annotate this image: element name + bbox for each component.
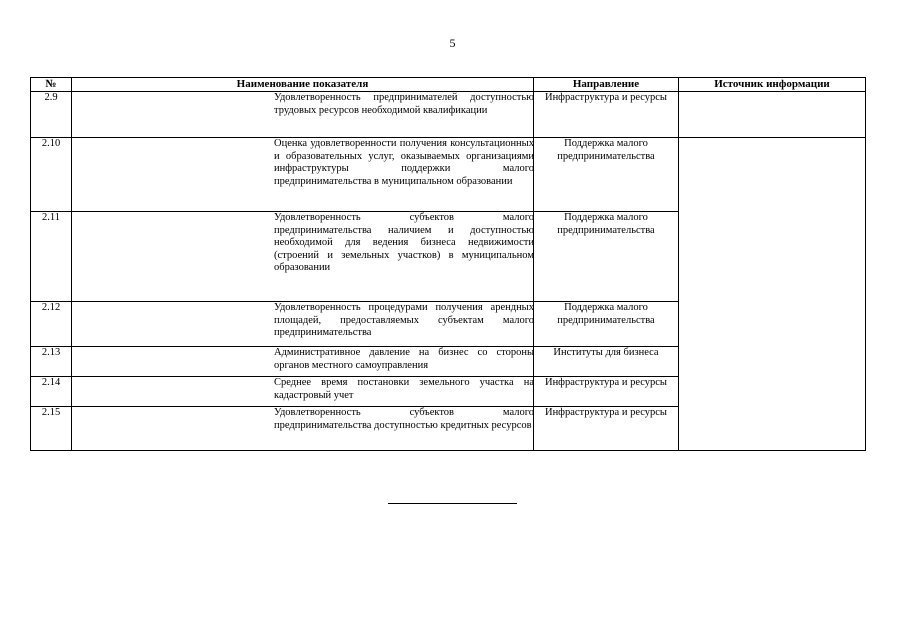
header-num: №	[31, 78, 72, 92]
row-num: 2.10	[31, 138, 72, 212]
row-name: Административное давление на бизнес со стороны органов местного самоуправления	[274, 347, 534, 371]
row-num: 2.14	[31, 377, 72, 407]
row-num: 2.13	[31, 347, 72, 377]
row-name-cell	[72, 302, 534, 347]
row-direction: Поддержка малого предпринимательства	[534, 138, 679, 212]
row-name-cell	[72, 212, 534, 302]
row-direction: Инфраструктура и ресурсы	[534, 92, 679, 138]
row-name-cell	[72, 377, 534, 407]
indicators-table	[30, 77, 866, 451]
table-row	[31, 92, 866, 138]
row-direction: Инфраструктура и ресурсы	[534, 407, 679, 451]
row-direction: Поддержка малого предпринимательства	[534, 212, 679, 302]
row-name-cell	[72, 347, 534, 377]
row-name: Среднее время постановки земельного участка на кадастровый учет	[274, 377, 534, 401]
row-num: 2.15	[31, 407, 72, 451]
row-direction: Инфраструктура и ресурсы	[534, 377, 679, 407]
row-name: Удовлетворенность предпринимателей доступностью трудовых ресурсов необходимой квалификации	[274, 92, 534, 116]
row-num: 2.9	[31, 92, 72, 138]
row-name-cell	[72, 138, 534, 212]
footer-separator-line	[388, 503, 517, 504]
table-header-row	[31, 78, 866, 92]
row-name: Удовлетворенность субъектов малого предпринимательства наличием и доступностью необходимой для ведения бизнеса недвижимости (строений и земельных участков) в муниципальном образовании	[274, 212, 534, 273]
page-number: 5	[449, 36, 456, 50]
header-direction: Направление	[534, 78, 679, 92]
row-name: Оценка удовлетворенности получения консультационных и образовательных услуг, оказываемых организациями инфраструктуры поддержки малого предпринимательства в муниципальном образовании	[274, 138, 534, 187]
row-num: 2.12	[31, 302, 72, 347]
header-name: Наименование показателя	[72, 78, 534, 92]
row-name-cell	[72, 92, 534, 138]
row-name-cell	[72, 407, 534, 451]
row-direction: Поддержка малого предпринимательства	[534, 302, 679, 347]
header-source: Источник информации	[679, 78, 866, 92]
row-num: 2.11	[31, 212, 72, 302]
row-source	[679, 92, 866, 138]
table-row	[31, 138, 866, 212]
row-name: Удовлетворенность процедурами получения арендных площадей, предоставляемых субъектам малого предпринимательства	[274, 302, 534, 338]
row-direction: Институты для бизнеса	[534, 347, 679, 377]
row-source	[679, 138, 866, 451]
row-name: Удовлетворенность субъектов малого предпринимательства доступностью кредитных ресурсов	[274, 407, 534, 431]
